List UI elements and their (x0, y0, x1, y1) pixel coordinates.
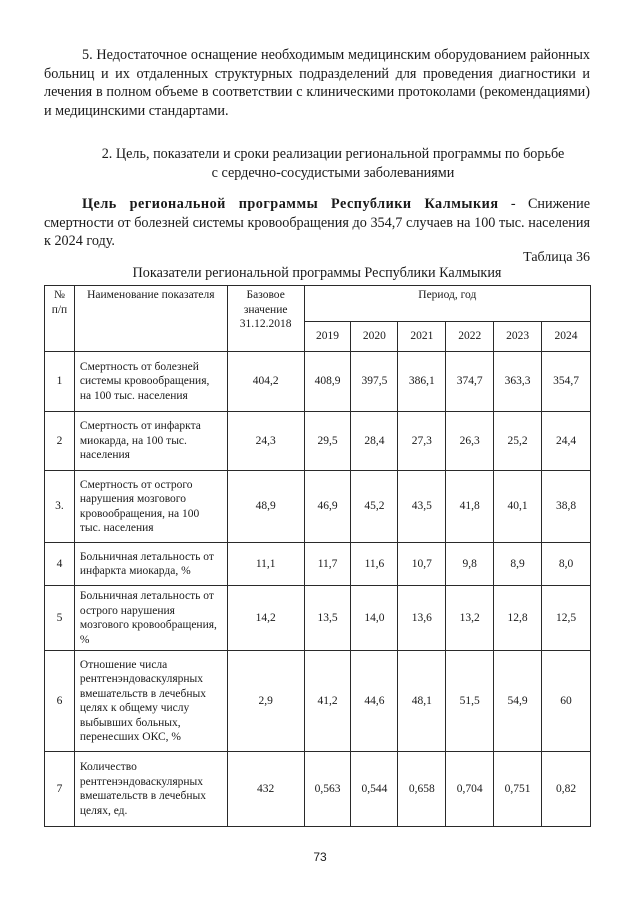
goal-title: Цель региональной программы Республики Калмыкия (82, 196, 499, 212)
year-value: 386,1 (398, 352, 446, 412)
base-value: 48,9 (227, 471, 304, 543)
year-value: 41,2 (304, 651, 351, 752)
year-value: 26,3 (446, 412, 494, 471)
year-value: 12,5 (542, 586, 591, 651)
year-value: 25,2 (494, 412, 542, 471)
indicator-name: Больничная летальность от острого нарушения мозгового кровообращения, % (74, 586, 227, 651)
row-number: 7 (45, 752, 75, 827)
row-number: 4 (45, 543, 75, 586)
year-value: 27,3 (398, 412, 446, 471)
year-value: 0,704 (446, 752, 494, 827)
year-value: 354,7 (542, 352, 591, 412)
year-value: 24,4 (542, 412, 591, 471)
indicator-name: Отношение числа рентгенэндоваскулярных вмешательств в лечебных целях к общему числу выбывших больных, перенесших ОКС, % (74, 651, 227, 752)
year-value: 12,8 (494, 586, 542, 651)
table-row (45, 412, 591, 471)
header-year: 2023 (494, 322, 542, 352)
header-period: Период, год (304, 286, 590, 322)
page-number: 73 (313, 850, 327, 864)
goal-paragraph (44, 195, 590, 251)
table-row (45, 471, 591, 543)
year-value: 51,5 (446, 651, 494, 752)
year-value: 0,544 (351, 752, 398, 827)
base-value: 2,9 (227, 651, 304, 752)
base-value: 11,1 (227, 543, 304, 586)
table-row (45, 651, 591, 752)
year-value: 11,7 (304, 543, 351, 586)
header-num: № п/п (45, 286, 75, 352)
section-heading (60, 145, 606, 182)
table-number: Таблица 36 (523, 250, 590, 265)
goal-text: - Снижение смертности от болезней системы кровообращения до 354,7 случаев на 100 тыс. населения к 2024 году. (44, 196, 590, 249)
year-value: 13,5 (304, 586, 351, 651)
table-row (45, 543, 591, 586)
header-year: 2024 (542, 322, 591, 352)
base-value: 404,2 (227, 352, 304, 412)
header-year: 2022 (446, 322, 494, 352)
year-value: 13,6 (398, 586, 446, 651)
table-row (45, 752, 591, 827)
indicator-name: Смертность от острого нарушения мозгового кровообращения, на 100 тыс. населения (74, 471, 227, 543)
year-value: 363,3 (494, 352, 542, 412)
year-value: 374,7 (446, 352, 494, 412)
year-value: 0,751 (494, 752, 542, 827)
year-value: 408,9 (304, 352, 351, 412)
year-value: 38,8 (542, 471, 591, 543)
table-row (45, 352, 591, 412)
header-year: 2020 (351, 322, 398, 352)
row-number: 3. (45, 471, 75, 543)
section-heading-line2: с сердечно-сосудистыми заболеваниями (211, 164, 455, 181)
year-value: 40,1 (494, 471, 542, 543)
year-value: 9,8 (446, 543, 494, 586)
indicator-name: Смертность от болезней системы кровообращения, на 100 тыс. населения (74, 352, 227, 412)
header-year: 2021 (398, 322, 446, 352)
year-value: 48,1 (398, 651, 446, 752)
indicator-name: Больничная летальность от инфаркта миокарда, % (74, 543, 227, 586)
year-value: 14,0 (351, 586, 398, 651)
year-value: 397,5 (351, 352, 398, 412)
year-value: 13,2 (446, 586, 494, 651)
base-value: 432 (227, 752, 304, 827)
section-heading-line1: 2. Цель, показатели и сроки реализации региональной программы по борьбе (101, 146, 565, 162)
indicator-name: Смертность от инфаркта миокарда, на 100 тыс. населения (74, 412, 227, 471)
row-number: 1 (45, 352, 75, 412)
year-value: 45,2 (351, 471, 398, 543)
year-value: 8,0 (542, 543, 591, 586)
row-number: 2 (45, 412, 75, 471)
year-value: 28,4 (351, 412, 398, 471)
base-value: 14,2 (227, 586, 304, 651)
year-value: 0,82 (542, 752, 591, 827)
year-value: 54,9 (494, 651, 542, 752)
year-value: 29,5 (304, 412, 351, 471)
year-value: 10,7 (398, 543, 446, 586)
indicator-name: Количество рентгенэндоваскулярных вмешательств в лечебных целях, ед. (74, 752, 227, 827)
year-value: 44,6 (351, 651, 398, 752)
header-year: 2019 (304, 322, 351, 352)
year-value: 8,9 (494, 543, 542, 586)
paragraph-5: 5. Недостаточное оснащение необходимым медицинским оборудованием районных больниц и их отдаленных структурных подразделений для проведения диагностики и лечения в полном объеме в соответствии с клиническими протоколами (рекомендациями) и медицинскими стандартами. (44, 47, 590, 119)
year-value: 41,8 (446, 471, 494, 543)
base-value: 24,3 (227, 412, 304, 471)
year-value: 60 (542, 651, 591, 752)
indicators-table (44, 285, 591, 827)
header-name: Наименование показателя (74, 286, 227, 352)
year-value: 43,5 (398, 471, 446, 543)
row-number: 5 (45, 586, 75, 651)
row-number: 6 (45, 651, 75, 752)
header-base: Базовое значение 31.12.2018 (227, 286, 304, 352)
year-value: 0,658 (398, 752, 446, 827)
year-value: 11,6 (351, 543, 398, 586)
table-row (45, 586, 591, 651)
table-caption: Показатели региональной программы Республики Калмыкия (132, 265, 502, 281)
year-value: 0,563 (304, 752, 351, 827)
year-value: 46,9 (304, 471, 351, 543)
